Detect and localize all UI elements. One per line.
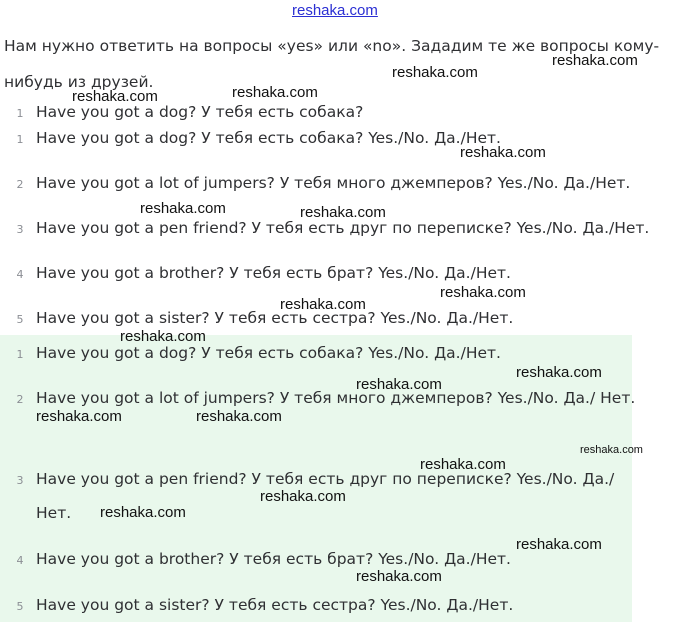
watermark: reshaka.com xyxy=(420,456,506,473)
item-text: Have you got a pen friend? У тебя есть друг по переписке? Yes./No. Да./ Нет. xyxy=(36,470,615,522)
watermark: reshaka.com xyxy=(552,52,638,69)
item-number: 1 xyxy=(16,133,24,146)
watermark: reshaka.com xyxy=(300,204,386,221)
watermark: reshaka.com xyxy=(72,88,158,105)
header-watermark-link[interactable]: reshaka.com xyxy=(292,2,378,19)
item-number: 4 xyxy=(16,554,24,567)
item-text: Have you got a brother? У тебя есть брат? Yes./No. Да./Нет. xyxy=(36,550,511,568)
watermark: reshaka.com xyxy=(196,408,282,425)
watermark: reshaka.com xyxy=(280,296,366,313)
item-text: Have you got a pen friend? У тебя есть друг по переписке? Yes./No. Да./Нет. xyxy=(36,219,650,237)
watermark: reshaka.com xyxy=(392,64,478,81)
watermark: reshaka.com xyxy=(356,376,442,393)
watermark: reshaka.com xyxy=(516,536,602,553)
item-number: 4 xyxy=(16,268,24,281)
item-text: Have you got a dog? У тебя есть собака? xyxy=(36,103,364,121)
watermark: reshaka.com xyxy=(580,444,643,456)
watermark: reshaka.com xyxy=(356,568,442,585)
item-text: Have you got a sister? У тебя есть сестра? Yes./No. Да./Нет. xyxy=(36,596,514,614)
watermark: reshaka.com xyxy=(260,488,346,505)
watermark: reshaka.com xyxy=(460,144,546,161)
item-text: Have you got a dog? У тебя есть собака? Yes./No. Да./Нет. xyxy=(36,344,501,362)
item-number: 1 xyxy=(16,107,24,120)
watermark: reshaka.com xyxy=(140,200,226,217)
item-number: 3 xyxy=(16,474,24,487)
item-text: Have you got a lot of jumpers? У тебя много джемперов? Yes./No. Да./ Нет. xyxy=(36,389,636,407)
item-number: 2 xyxy=(16,178,24,191)
watermark: reshaka.com xyxy=(120,328,206,345)
item-text: Have you got a dog? У тебя есть собака? Yes./No. Да./Нет. xyxy=(36,129,501,147)
watermark: reshaka.com xyxy=(440,284,526,301)
watermark: reshaka.com xyxy=(516,364,602,381)
watermark: reshaka.com xyxy=(36,408,122,425)
item-number: 5 xyxy=(16,600,24,613)
item-number: 3 xyxy=(16,223,24,236)
item-number: 1 xyxy=(16,348,24,361)
watermark: reshaka.com xyxy=(100,504,186,521)
item-number: 5 xyxy=(16,313,24,326)
intro-paragraph: Нам нужно ответить на вопросы «yes» или «no». Зададим те же вопросы кому-нибудь из друзей. xyxy=(4,37,660,91)
watermark: reshaka.com xyxy=(232,84,318,101)
item-text: Have you got a lot of jumpers? У тебя много джемперов? Yes./No. Да./Нет. xyxy=(36,174,631,192)
item-text: Have you got a sister? У тебя есть сестра? Yes./No. Да./Нет. xyxy=(36,309,514,327)
item-text: Have you got a brother? У тебя есть брат? Yes./No. Да./Нет. xyxy=(36,264,511,282)
item-number: 2 xyxy=(16,393,24,406)
